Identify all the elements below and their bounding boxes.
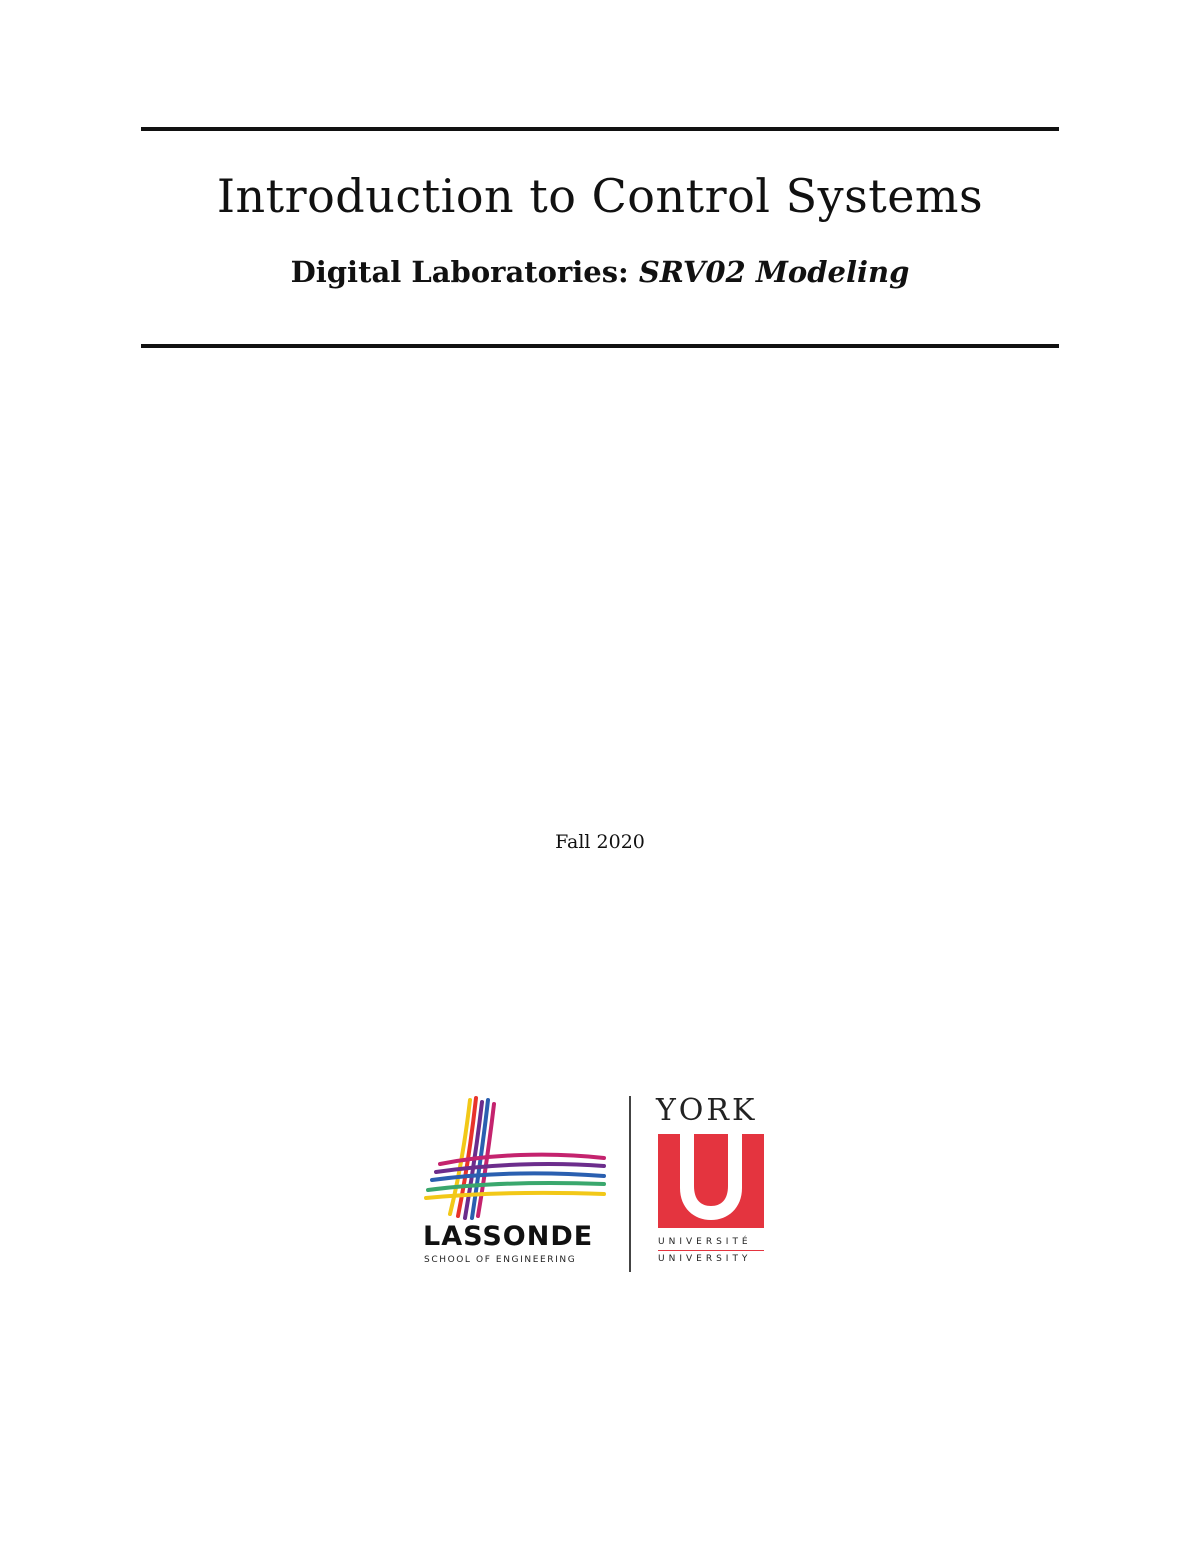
lassonde-name: LASSONDE xyxy=(423,1221,594,1252)
document-title: Introduction to Control Systems xyxy=(216,169,984,223)
york-line-university: UNIVERSITY xyxy=(658,1254,752,1264)
lassonde-subtitle: SCHOOL OF ENGINEERING xyxy=(424,1255,577,1265)
institution-logos xyxy=(420,1094,780,1274)
term-date: Fall 2020 xyxy=(555,831,645,853)
logo-divider xyxy=(629,1096,631,1272)
york-divider-rule xyxy=(658,1250,764,1251)
document-subtitle xyxy=(0,250,1200,294)
bottom-rule xyxy=(141,344,1059,348)
lassonde-lines-mark-icon xyxy=(420,1094,610,1224)
subtitle-prefix: Digital Laboratories: xyxy=(290,255,639,289)
york-wordmark: YORK xyxy=(656,1093,758,1128)
york-u-mark-icon xyxy=(658,1134,764,1228)
york-line-universite: UNIVERSITÉ xyxy=(658,1237,752,1247)
top-rule xyxy=(141,127,1059,131)
subtitle-emphasis: SRV02 Modeling xyxy=(638,255,910,289)
